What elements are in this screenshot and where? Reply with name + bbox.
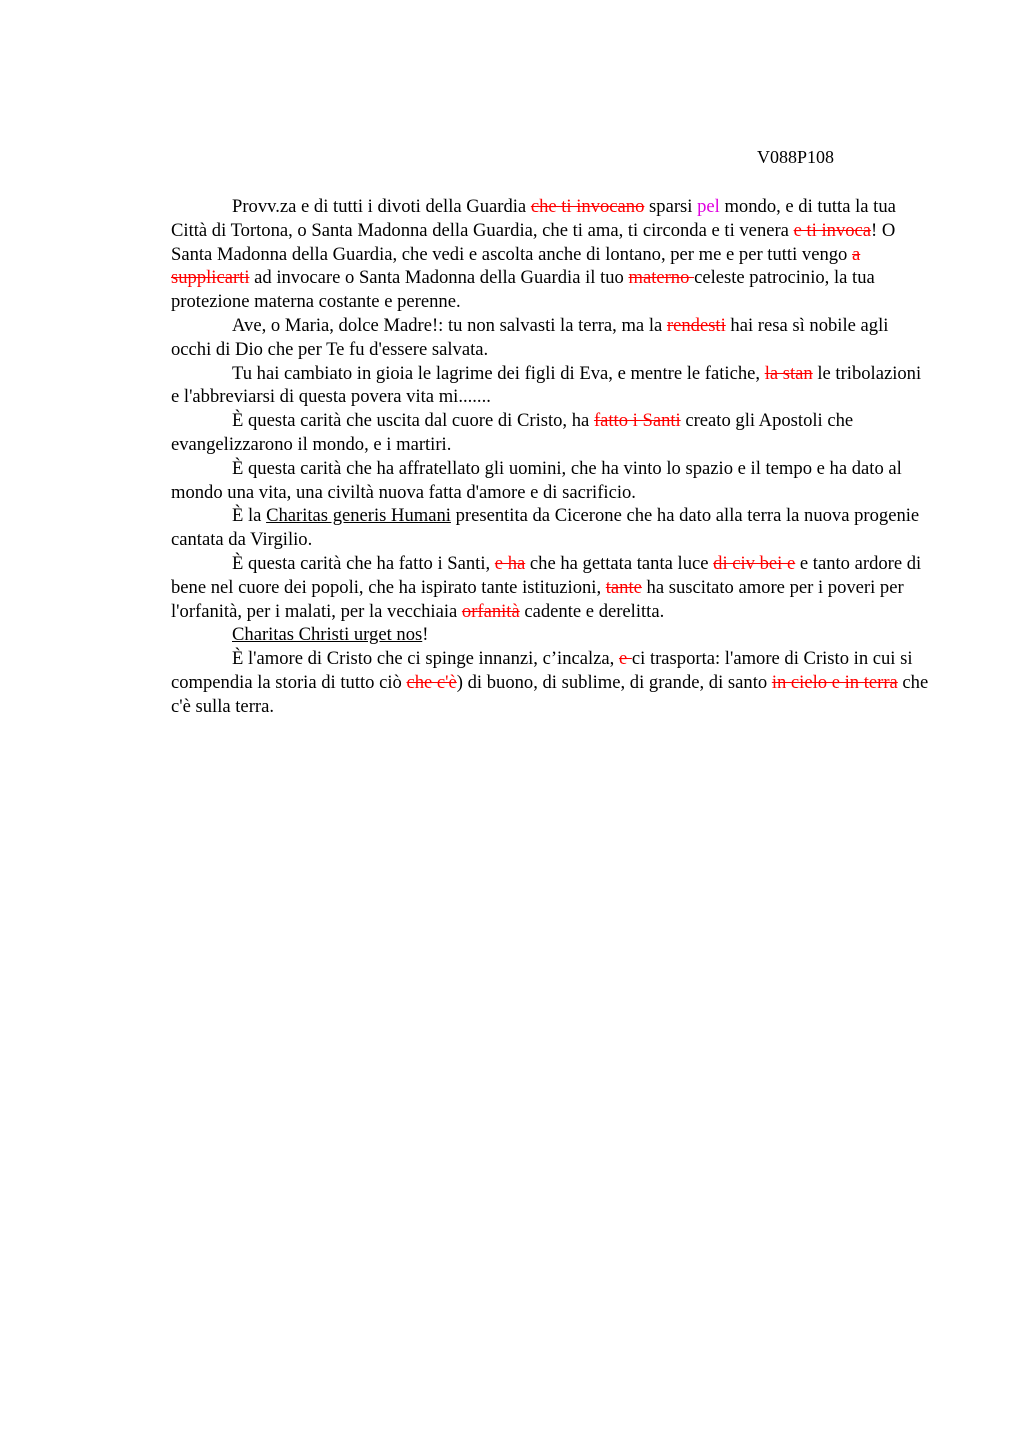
deleted-text: e ti invoca — [793, 219, 872, 241]
deleted-text: che ti invocano — [530, 196, 645, 217]
deleted-text: la stan — [764, 362, 813, 384]
paragraph — [171, 457, 931, 505]
text-segment: presentita da Cicerone che ha dato alla terra la nuova progenie cantata da Virgilio. — [171, 505, 920, 551]
underlined-text: Charitas generis Humani — [266, 505, 451, 527]
page-code: V088P108 — [757, 147, 835, 167]
text-segment: sparsi — [644, 196, 698, 217]
text-segment: Ave, o Maria, dolce Madre!: tu non salvasti la terra, ma la — [232, 314, 667, 336]
text-segment: Provv.za e di tutti i divoti della Guardia — [232, 196, 531, 217]
deleted-text: e — [618, 648, 632, 670]
text-segment: ad invocare o Santa Madonna della Guardia il tuo — [249, 267, 629, 289]
text-segment: ! O Santa Madonna della Guardia, che vedi e ascolta anche di lontano, per me e per tutti vengo — [171, 219, 896, 265]
paragraph — [171, 504, 931, 552]
deleted-text: e ha — [494, 552, 526, 574]
text-segment: ha suscitato amore per i poveri per l'orfanità, per i malati, per la vecchiaia — [171, 576, 904, 622]
text-segment: le tribolazioni e l'abbreviarsi di questa povera vita mi....... — [171, 362, 922, 408]
text-segment: È la — [232, 505, 267, 527]
text-segment: che c'è sulla terra. — [171, 671, 929, 717]
text-segment: Tu hai cambiato in gioia le lagrime dei figli di Eva, e mentre le fatiche, — [232, 362, 765, 384]
paragraph — [171, 362, 931, 410]
text-segment: creato gli Apostoli che evangelizzarono il mondo, e i martiri. — [171, 410, 854, 455]
deleted-text: materno — [628, 267, 695, 289]
deleted-text: di civ bei e — [713, 552, 796, 574]
deleted-text: fatto i Santi — [593, 410, 681, 432]
text-segment: hai resa sì nobile agli occhi di Dio che per Te fu d'essere salvata. — [171, 314, 889, 360]
text-segment: e tanto ardore di bene nel cuore dei popoli, che ha ispirato tante istituzioni, — [171, 552, 922, 598]
text-segment: È questa carità che uscita dal cuore di Cristo, ha — [232, 410, 594, 432]
text-segment: ) di buono, di sublime, di grande, di santo — [456, 671, 772, 693]
deleted-text: orfanità — [461, 600, 520, 622]
text-segment: mondo, e di tutta la tua Città di Tortona, o Santa Madonna della Guardia, che ti ama, ti circonda e ti venera — [171, 196, 896, 241]
paragraph — [171, 314, 931, 362]
text-segment: ! — [422, 624, 429, 646]
text-segment: che ha gettata tanta luce — [525, 552, 714, 574]
deleted-text: rendesti — [666, 314, 726, 336]
paragraph — [171, 195, 931, 314]
text-segment: cadente e derelitta. — [519, 600, 665, 622]
document-body — [171, 195, 931, 719]
text-segment: È questa carità che ha affratellato gli uomini, che ha vinto lo spazio e il tempo e ha dato al mondo una vita, una civiltà nuova fatta d'amore e di sacrificio. — [171, 457, 902, 503]
paragraph — [171, 409, 931, 457]
paragraph — [171, 623, 931, 647]
text-segment: È l'amore di Cristo che ci spinge innanzi, c’incalza, — [232, 648, 619, 670]
paragraph — [171, 647, 931, 718]
underlined-text: Charitas Christi urget nos — [232, 624, 423, 646]
deleted-text: che c'è — [406, 671, 457, 693]
inserted-text: pel — [697, 196, 720, 217]
text-segment: celeste patrocinio, la tua protezione materna costante e perenne. — [171, 267, 875, 313]
paragraph — [171, 552, 931, 623]
text-segment: È questa carità che ha fatto i Santi, — [232, 552, 495, 574]
deleted-text: tante — [605, 576, 642, 598]
deleted-text: in cielo e in terra — [771, 671, 898, 693]
text-segment: ci trasporta: l'amore di Cristo in cui si compendia la storia di tutto ciò — [171, 648, 913, 693]
deleted-text: a supplicarti — [171, 243, 861, 289]
